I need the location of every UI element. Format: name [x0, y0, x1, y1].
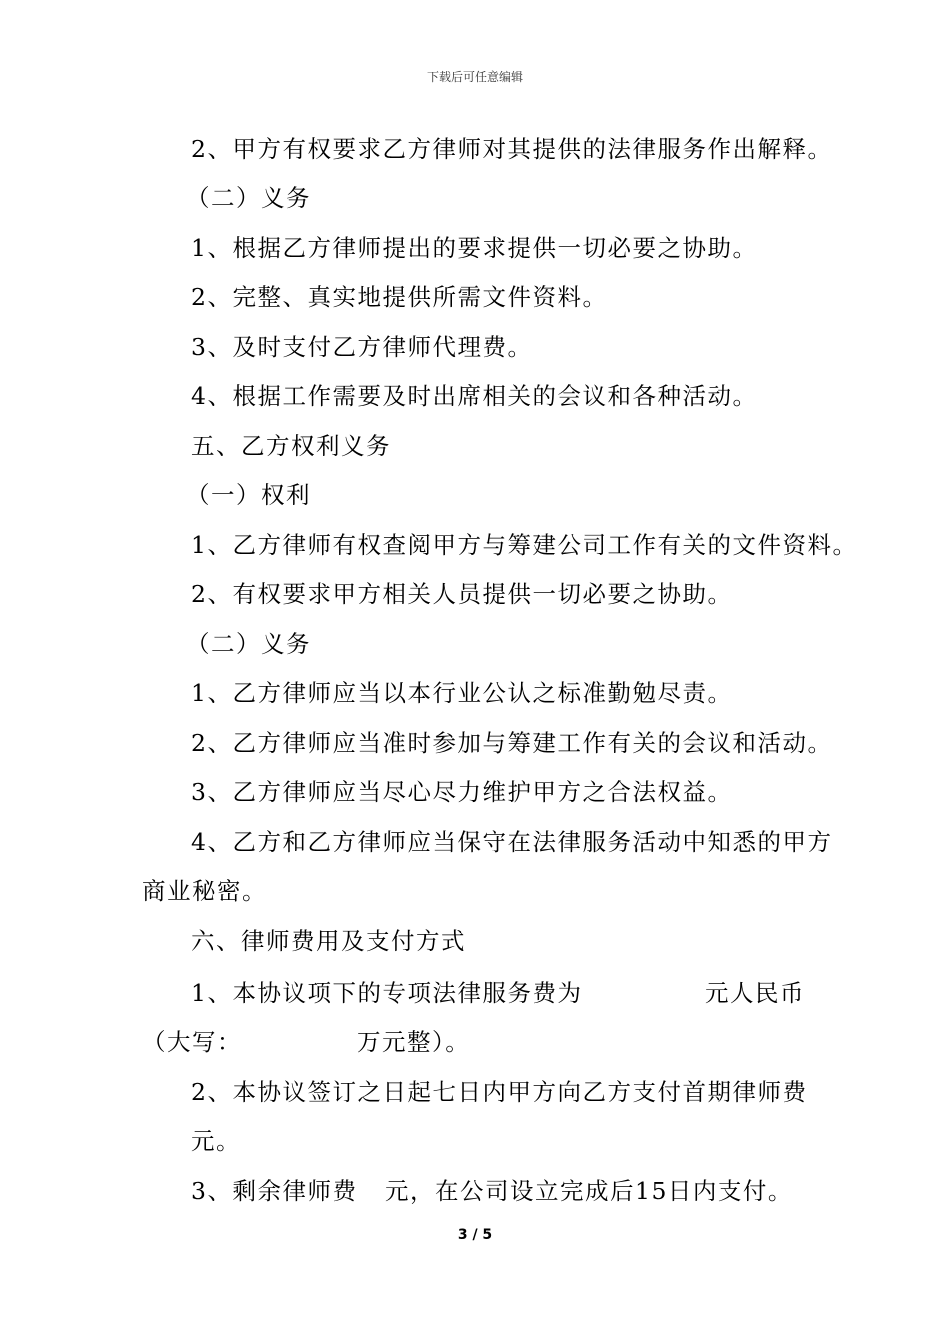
paragraph-line: 1、乙方律师有权查阅甲方与筹建公司工作有关的文件资料。	[191, 531, 858, 559]
paragraph-line: 2、完整、真实地提供所需文件资料。	[191, 283, 608, 311]
paragraph-line: 商业秘密。	[142, 877, 267, 905]
paragraph-line: 元。	[191, 1127, 241, 1155]
paragraph-line: 1、乙方律师应当以本行业公认之标准勤勉尽责。	[191, 679, 733, 707]
paragraph-line: 3、乙方律师应当尽心尽力维护甲方之合法权益。	[191, 778, 733, 806]
paragraph-line: 4、根据工作需要及时出席相关的会议和各种活动。	[191, 382, 758, 410]
paragraph-line: 1、本协议项下的专项法律服务费为	[191, 979, 583, 1007]
section-heading: 五、乙方权利义务	[191, 432, 391, 460]
section-heading: （二）义务	[186, 184, 311, 212]
paragraph-line: （大写：	[142, 1028, 242, 1056]
paragraph-line: 3、及时支付乙方律师代理费。	[191, 333, 533, 361]
page-number: 3 / 5	[457, 1227, 493, 1243]
section-heading: （二）义务	[186, 630, 311, 658]
paragraph-line: 2、乙方律师应当准时参加与筹建工作有关的会议和活动。	[191, 729, 833, 757]
paragraph-line: 3、剩余律师费	[191, 1177, 358, 1205]
section-heading: 六、律师费用及支付方式	[191, 927, 466, 955]
paragraph-line: 2、有权要求甲方相关人员提供一切必要之协助。	[191, 580, 733, 608]
header-note: 下载后可任意编辑	[426, 70, 523, 84]
paragraph-line: 2、甲方有权要求乙方律师对其提供的法律服务作出解释。	[191, 135, 833, 163]
paragraph-line: 万元整）。	[357, 1028, 471, 1056]
paragraph-line: 2、本协议签订之日起七日内甲方向乙方支付首期律师费	[191, 1078, 808, 1106]
section-heading: （一）权利	[186, 481, 311, 509]
paragraph-line: 元，在公司设立完成后15日内支付。	[385, 1177, 793, 1205]
paragraph-line: 元人民币	[705, 979, 805, 1007]
paragraph-line: 4、乙方和乙方律师应当保守在法律服务活动中知悉的甲方	[191, 828, 833, 856]
paragraph-line: 1、根据乙方律师提出的要求提供一切必要之协助。	[191, 234, 758, 262]
